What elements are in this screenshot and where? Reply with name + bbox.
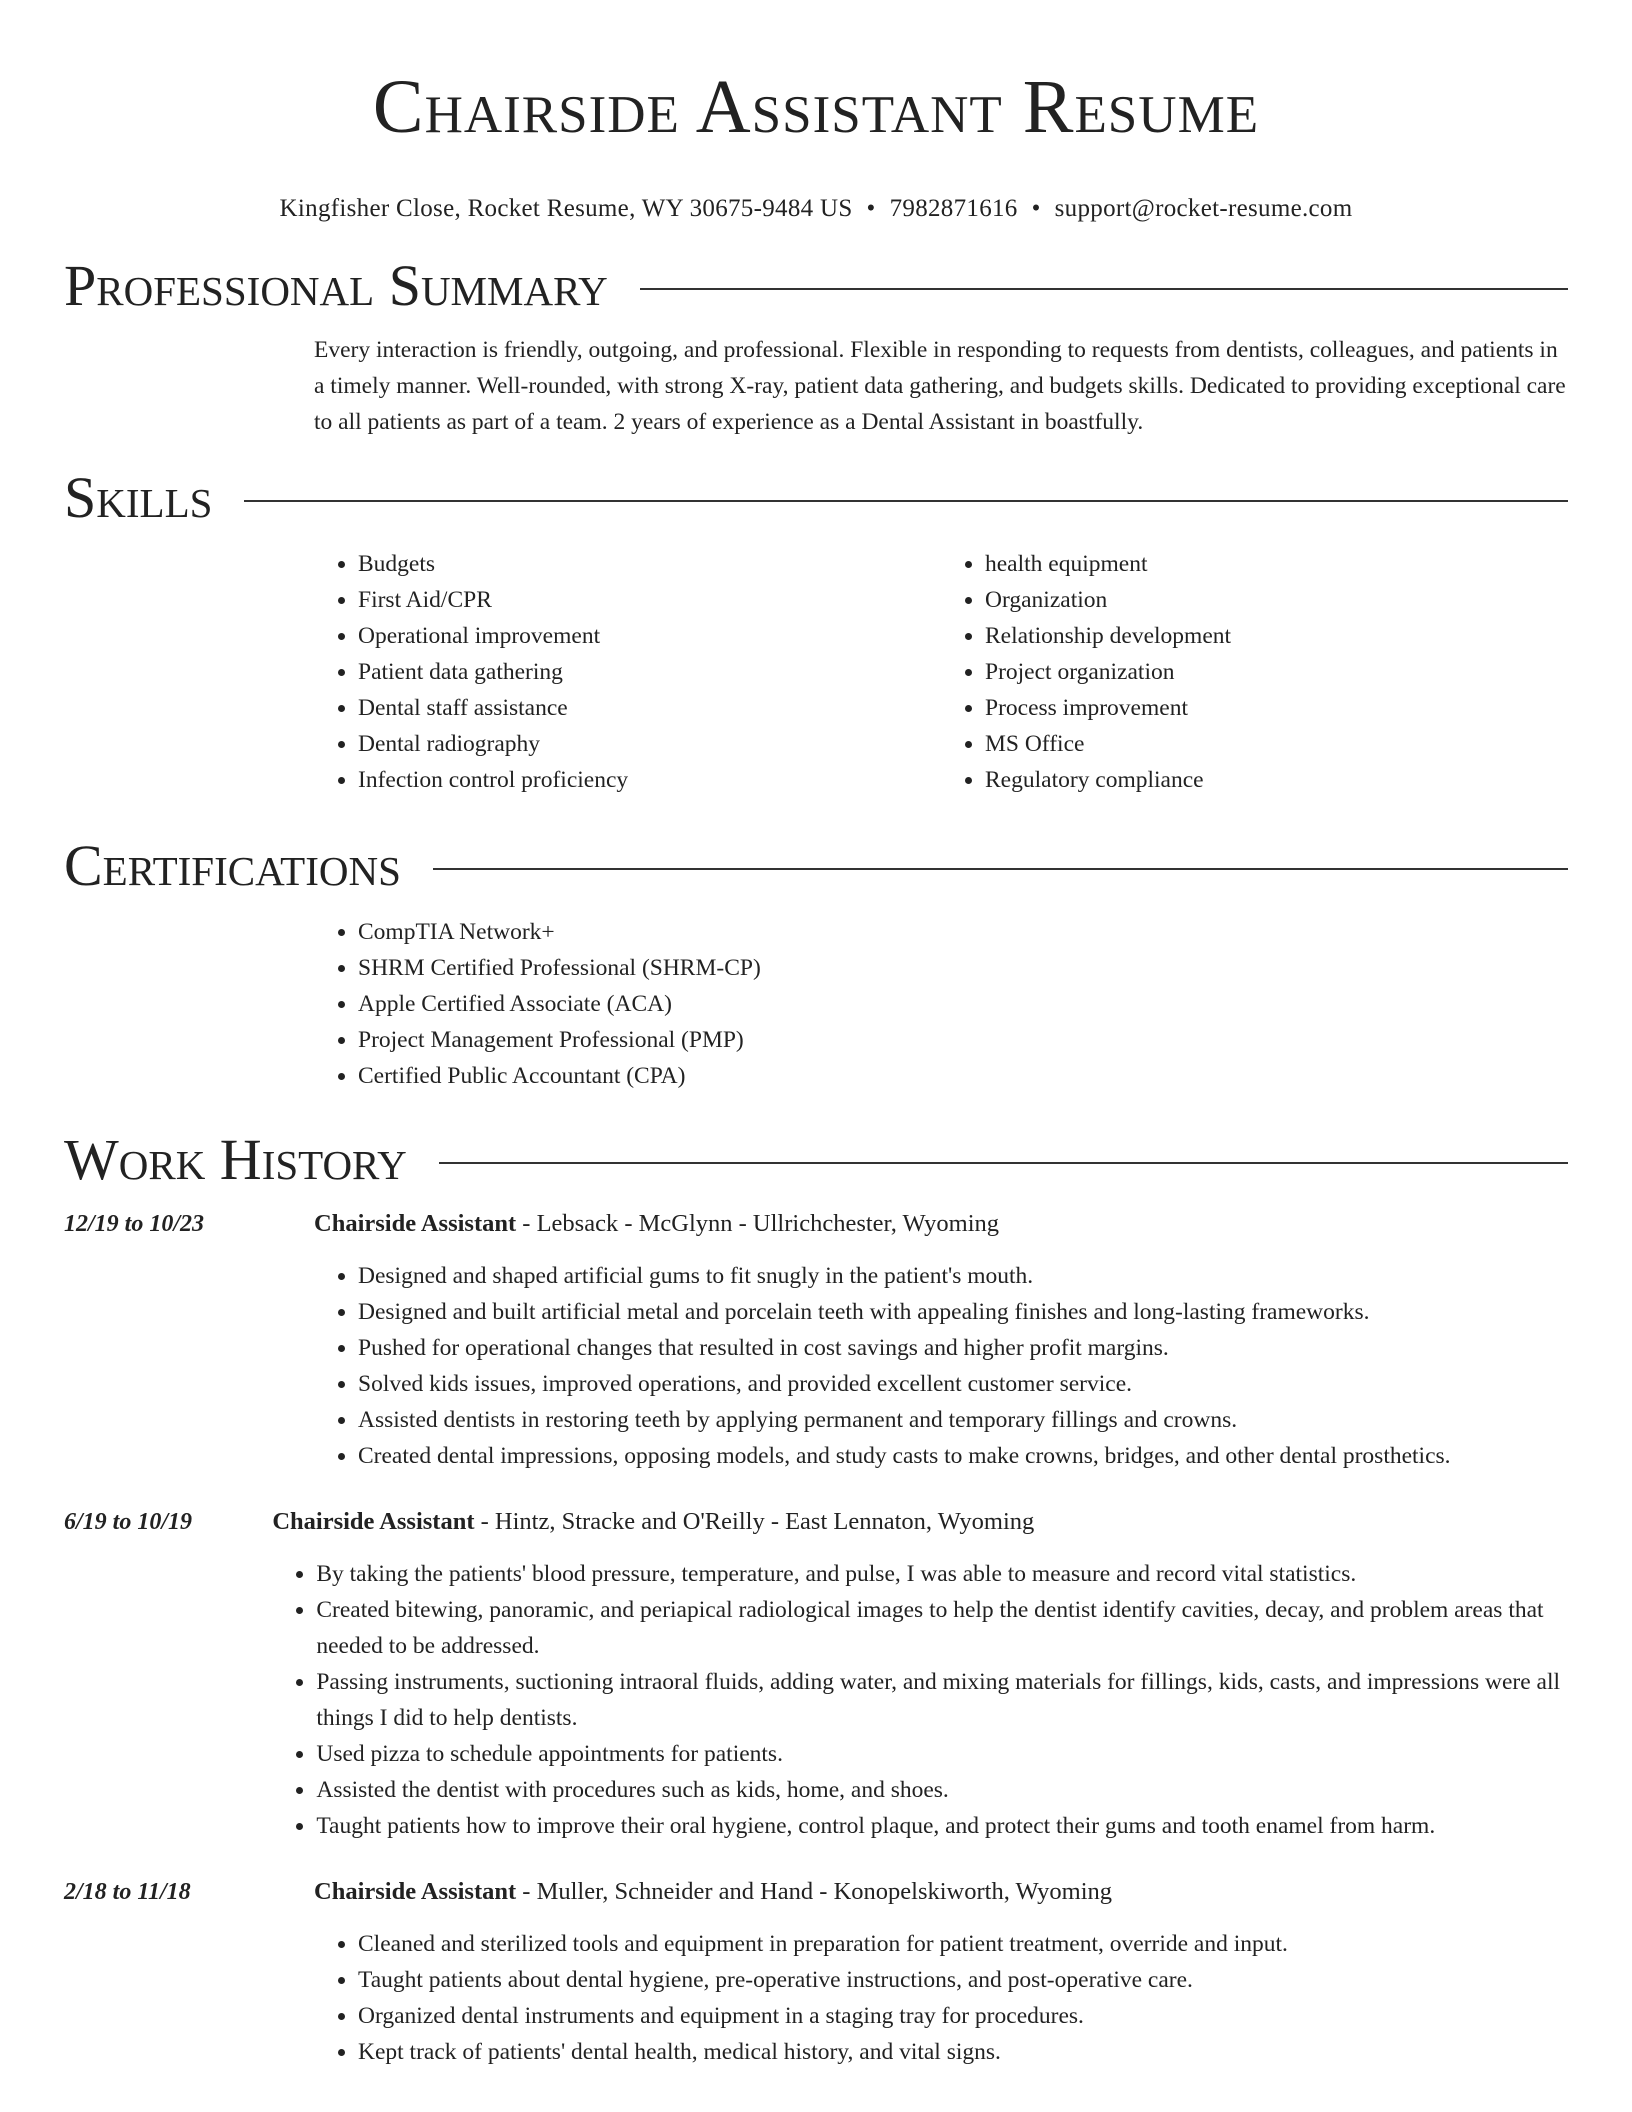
job-bullet: • Cleaned and sterilized tools and equipment in preparation for patient treatment, override and input.	[358, 1926, 1288, 1962]
job-bullet: • By taking the patients' blood pressure, temperature, and pulse, I was able to measure and record vital statistics.	[316, 1556, 1568, 1592]
job-bullet: • Created bitewing, panoramic, and periapical radiological images to help the dentist identify cavities, decay, and problem areas that needed to be addressed.	[316, 1592, 1568, 1664]
job-bullet: • Organized dental instruments and equipment in a staging tray for procedures.	[358, 1998, 1288, 2034]
certifications-heading: Certifications	[64, 833, 401, 898]
job-heading	[272, 1504, 1568, 1540]
job-bullets	[272, 1556, 1568, 1844]
skill-item: • Organization	[985, 582, 1568, 618]
job-bullet: • Taught patients about dental hygiene, pre-operative instructions, and post-operative care.	[358, 1962, 1288, 1998]
skill-item: • MS Office	[985, 726, 1568, 762]
skills-grid	[314, 546, 1568, 798]
job-bullet: • Used pizza to schedule appointments for patients.	[316, 1736, 1568, 1772]
certification-item: • Apple Certified Associate (ACA)	[358, 986, 1568, 1022]
contact-separator: •	[1031, 195, 1041, 222]
job-body	[314, 1206, 1451, 1474]
job-title: Chairside Assistant	[314, 1878, 517, 1905]
skill-item: • Dental staff assistance	[358, 690, 941, 726]
job-bullet: • Assisted the dentist with procedures such as kids, home, and shoes.	[316, 1772, 1568, 1808]
job-body	[272, 1504, 1568, 1844]
skill-item: • Budgets	[358, 546, 941, 582]
job-dates: 6/19 to 10/19	[64, 1509, 193, 1535]
skill-item: • Patient data gathering	[358, 654, 941, 690]
job-heading	[314, 1874, 1288, 1910]
contact-phone: 7982871616	[889, 195, 1018, 222]
job-entry	[64, 1504, 1568, 1844]
skill-item: • Operational improvement	[358, 618, 941, 654]
job-title: Chairside Assistant	[272, 1508, 475, 1535]
job-bullet: • Designed and shaped artificial gums to fit snugly in the patient's mouth.	[358, 1258, 1451, 1294]
contact-address: Kingfisher Close, Rocket Resume, WY 30675-9484 US	[279, 195, 853, 222]
job-bullets	[314, 1258, 1451, 1474]
skill-item: • Project organization	[985, 654, 1568, 690]
job-bullet: • Passing instruments, suctioning intraoral fluids, adding water, and mixing materials for fillings, kids, casts, and impressions were all things I did to help dentists.	[316, 1664, 1568, 1736]
skill-item: • Process improvement	[985, 690, 1568, 726]
job-entry	[64, 1874, 1568, 2070]
certifications-section-header	[64, 834, 1568, 898]
summary-text: Every interaction is friendly, outgoing, and professional. Flexible in responding to requests from dentists, colleagues, and patients in a timely manner. Well-rounded, with strong X-ray, patient data gathering, and budgets skills. Dedicated to providing exceptional care to all patients as part of a team. 2 years of experience as a Dental Assistant in boastfully.	[314, 337, 1566, 435]
job-employer-location: - Muller, Schneider and Hand - Konopelskiworth, Wyoming	[516, 1878, 1113, 1905]
skills-list-left	[314, 546, 941, 798]
contact-email[interactable]: support@rocket-resume.com	[1054, 195, 1353, 222]
work-heading: Work History	[64, 1127, 407, 1192]
skill-item: • Dental radiography	[358, 726, 941, 762]
job-bullet: • Taught patients how to improve their oral hygiene, control plaque, and protect their gums and tooth enamel from harm.	[316, 1808, 1568, 1844]
contact-separator: •	[866, 195, 876, 222]
skill-item: • Relationship development	[985, 618, 1568, 654]
job-entry	[64, 1206, 1568, 1474]
skills-section-header	[64, 466, 1568, 530]
job-dates: 12/19 to 10/23	[64, 1211, 205, 1237]
work-history-list	[64, 1206, 1568, 2070]
certification-item: • CompTIA Network+	[358, 914, 1568, 950]
skill-item: • First Aid/CPR	[358, 582, 941, 618]
section-divider	[640, 288, 1568, 290]
resume-title: Chairside Assistant Resume	[372, 65, 1260, 149]
certifications-list	[314, 914, 1568, 1094]
section-divider	[439, 1162, 1568, 1164]
job-body	[314, 1874, 1288, 2070]
certification-item: • Certified Public Accountant (CPA)	[358, 1058, 1568, 1094]
contact-line	[64, 192, 1568, 226]
certification-item: • SHRM Certified Professional (SHRM-CP)	[358, 950, 1568, 986]
job-bullet: • Created dental impressions, opposing models, and study casts to make crowns, bridges, and other dental prosthetics.	[358, 1438, 1451, 1474]
certification-item: • Project Management Professional (PMP)	[358, 1022, 1568, 1058]
skills-list-right	[941, 546, 1568, 798]
skills-heading: Skills	[64, 465, 213, 530]
job-title: Chairside Assistant	[314, 1210, 517, 1237]
summary-heading: Professional Summary	[64, 253, 608, 318]
skill-item: • Infection control proficiency	[358, 762, 941, 798]
job-bullet: • Pushed for operational changes that resulted in cost savings and higher profit margins.	[358, 1330, 1451, 1366]
job-bullet: • Assisted dentists in restoring teeth by applying permanent and temporary fillings and crowns.	[358, 1402, 1451, 1438]
job-bullet: • Designed and built artificial metal and porcelain teeth with appealing finishes and long-lasting frameworks.	[358, 1294, 1451, 1330]
section-divider	[244, 500, 1568, 502]
skill-item: • health equipment	[985, 546, 1568, 582]
job-employer-location: - Hintz, Stracke and O'Reilly - East Lennaton, Wyoming	[474, 1508, 1035, 1535]
job-heading	[314, 1206, 1451, 1242]
section-divider	[433, 868, 1568, 870]
job-bullet: • Solved kids issues, improved operations, and provided excellent customer service.	[358, 1366, 1451, 1402]
skill-item: • Regulatory compliance	[985, 762, 1568, 798]
summary-section-header	[64, 254, 1568, 318]
work-section-header	[64, 1128, 1568, 1192]
job-dates: 2/18 to 11/18	[64, 1879, 191, 1905]
job-employer-location: - Lebsack - McGlynn - Ullrichchester, Wyoming	[516, 1210, 1000, 1237]
job-bullets	[314, 1926, 1288, 2070]
job-bullet: • Kept track of patients' dental health, medical history, and vital signs.	[358, 2034, 1288, 2070]
certifications-block	[314, 914, 1568, 1094]
